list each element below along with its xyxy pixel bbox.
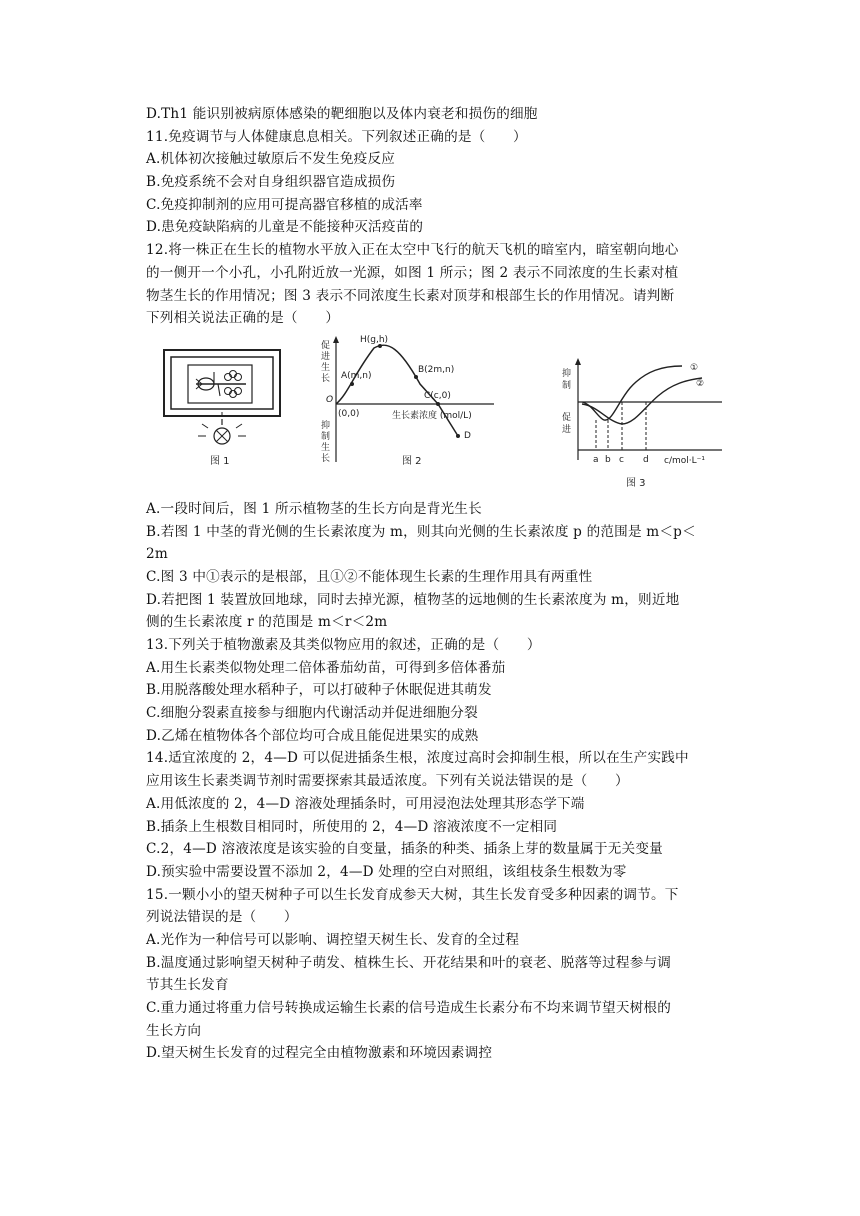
- fig3-y-bottom-label-1: 促: [562, 412, 572, 423]
- plant-drawing: [196, 370, 246, 397]
- text-block-top: [146, 103, 726, 330]
- fig3-x-label: c/mol·L⁻¹: [664, 455, 705, 466]
- fig2-y-top-label-1: 促: [321, 340, 331, 351]
- question-15-option-a: A.光作为一种信号可以影响、调控望天树生长、发育的全过程: [146, 931, 520, 948]
- fig2-y-top-label-3: 生: [321, 362, 331, 373]
- question-13-option-d: D.乙烯在植物体各个部位均可合成且能促进果实的成熟: [146, 727, 479, 744]
- fig2-label-d: D: [464, 430, 471, 441]
- figure-1: [158, 332, 288, 482]
- question-13-option-a: A.用生长素类似物处理二倍体番茄幼苗，可得到多倍体番茄: [146, 659, 506, 676]
- question-13-stem: 13.下列关于植物激素及其类似物应用的叙述，正确的是（ ）: [146, 637, 541, 653]
- fig3-tick-a: a: [593, 454, 599, 465]
- fig2-origin-o: O: [326, 394, 334, 405]
- fig2-y-bottom-label-2: 制: [321, 431, 331, 442]
- document-page: [146, 103, 726, 1065]
- question-11-option-c: C.免疫抑制剂的应用可提高器官移植的成活率: [146, 196, 423, 213]
- fig3-curve-1-label: ①: [690, 362, 699, 373]
- fig3-tick-c: c: [619, 454, 624, 465]
- question-14-stem: 应用该生长素类调节剂时需要探索其最适浓度。下列有关说法错误的是（ ）: [146, 773, 629, 790]
- fig2-point-d: [456, 434, 460, 438]
- figures-row: [146, 332, 726, 494]
- fig2-y-bottom-label-1: 抑: [321, 420, 331, 431]
- question-13-option-b: B.用脱落酸处理水稻种子，可以打破种子休眠促进其萌发: [146, 682, 492, 699]
- question-14-option-c: C.2，4—D 溶液浓度是该实验的自变量，插条的种类、插条上芽的数量属于无关变量: [146, 841, 663, 858]
- question-12-option-d: 侧的生长素浓度 r 的范围是 m＜r＜2m: [146, 614, 388, 631]
- question-11-stem: 11.免疫调节与人体健康息息相关。下列叙述正确的是（ ）: [146, 128, 527, 145]
- question-13-option-c: C.细胞分裂素直接参与细胞内代谢活动并促进细胞分裂: [146, 705, 478, 722]
- question-14-option-a: A.用低浓度的 2，4—D 溶液处理插条时，可用浸泡法处理其形态学下端: [146, 795, 585, 812]
- fig2-y-top-label-4: 长: [321, 373, 331, 384]
- fig2-label-h: H(g,h): [360, 334, 389, 345]
- question-12-option-c: C.图 3 中①表示的是根部，且①②不能体现生长素的生理作用具有两重性: [146, 568, 593, 585]
- figure-2: [308, 332, 498, 482]
- fig3-y-top-label-1: 抑: [562, 368, 572, 379]
- fig2-label-b: B(2m,n): [418, 364, 455, 375]
- question-15-option-c: C.重力通过将重力信号转换成运输生长素的信号造成生长素分布不均来调节望天树根的: [146, 1000, 672, 1016]
- question-15-option-b: B.温度通过影响望天树种子萌发、植株生长、开花结果和叶的衰老、脱落等过程参与调: [146, 954, 672, 971]
- fig2-label-c: C(c,0): [424, 390, 451, 401]
- question-12-stem: 的一侧开一个小孔，小孔附近放一光源，如图 1 所示；图 2 表示不同浓度的生长素对植: [146, 264, 679, 281]
- fig2-y-top-label-2: 进: [321, 351, 331, 362]
- fig3-y-bottom-label-2: 进: [562, 424, 572, 435]
- question-12-option-d: D.若把图 1 装置放回地球，同时去掉光源，植物茎的远地侧的生长素浓度为 m，则近地: [146, 591, 680, 608]
- question-11-option-a: A.机体初次接触过敏原后不发生免疫反应: [146, 151, 396, 168]
- question-15-option-b: 节其生长发育: [146, 977, 229, 994]
- fig2-label-a: A(m,n): [341, 370, 372, 381]
- fig2-point-c: [436, 402, 440, 406]
- question-12-stem: 12.将一株正在生长的植物水平放入正在太空中飞行的航天飞机的暗室内，暗室朝向地心: [146, 242, 679, 259]
- figure-3: [546, 332, 726, 490]
- figure-2-caption: 图 2: [402, 455, 422, 467]
- fig2-point-a: [350, 382, 354, 386]
- question-12-stem: 物茎生长的作用情况；图 3 表示不同浓度生长素对顶芽和根部生长的作用情况。请判断: [146, 287, 675, 304]
- fig3-tick-d: d: [643, 454, 649, 465]
- text-line: D.Th1 能识别被病原体感染的靶细胞以及体内衰老和损伤的细胞: [146, 106, 538, 122]
- question-14-option-d: D.预实验中需要设置不添加 2，4—D 处理的空白对照组，该组枝条生根数为零: [146, 863, 627, 880]
- fig2-y-bottom-label-3: 生: [321, 442, 331, 453]
- figure-3-caption: 图 3: [626, 477, 646, 489]
- question-15-option-c: 生长方向: [146, 1022, 202, 1039]
- fig2-origin-label: (0,0): [338, 408, 360, 419]
- fig2-y-bottom-label-4: 长: [321, 453, 331, 464]
- fig3-y-top-label-2: 制: [562, 380, 572, 391]
- question-11-option-b: B.免疫系统不会对自身组织器官造成损伤: [146, 174, 396, 191]
- question-15-option-d: D.望天树生长发育的过程完全由植物激素和环境因素调控: [146, 1045, 493, 1062]
- fig3-curve-1: [582, 366, 682, 420]
- figure-1-caption: 图 1: [210, 455, 230, 467]
- fig2-point-b: [414, 375, 418, 379]
- question-11-option-d: D.患免疫缺陷病的儿童是不能接种灭活疫苗的: [146, 219, 424, 236]
- question-12-option-b: B.若图 1 中茎的背光侧的生长素浓度为 m，则其向光侧的生长素浓度 p 的范围是 m＜p＜: [146, 523, 696, 540]
- question-14-option-b: B.插条上生根数目相同时，所使用的 2，4—D 溶液浓度不一定相同: [146, 818, 558, 835]
- text-block-bottom: [146, 498, 726, 1065]
- question-15-stem: 15.一颗小小的望天树种子可以生长发育成参天大树，其生长发育受多种因素的调节。下: [146, 886, 679, 903]
- fig2-x-label: 生长素浓度 (mol/L): [392, 410, 472, 421]
- question-12-stem: 下列相关说法正确的是（ ）: [146, 310, 340, 327]
- question-15-stem: 列说法错误的是（ ）: [146, 909, 298, 926]
- fig3-curve-2-label: ②: [696, 378, 705, 389]
- question-12-option-b: 2m: [146, 546, 168, 563]
- question-14-stem: 14.适宜浓度的 2，4—D 可以促进插条生根，浓度过高时会抑制生根，所以在生产实践中: [146, 750, 689, 767]
- fig3-tick-b: b: [605, 454, 611, 465]
- question-12-option-a: A.一段时间后，图 1 所示植物茎的生长方向是背光生长: [146, 500, 482, 517]
